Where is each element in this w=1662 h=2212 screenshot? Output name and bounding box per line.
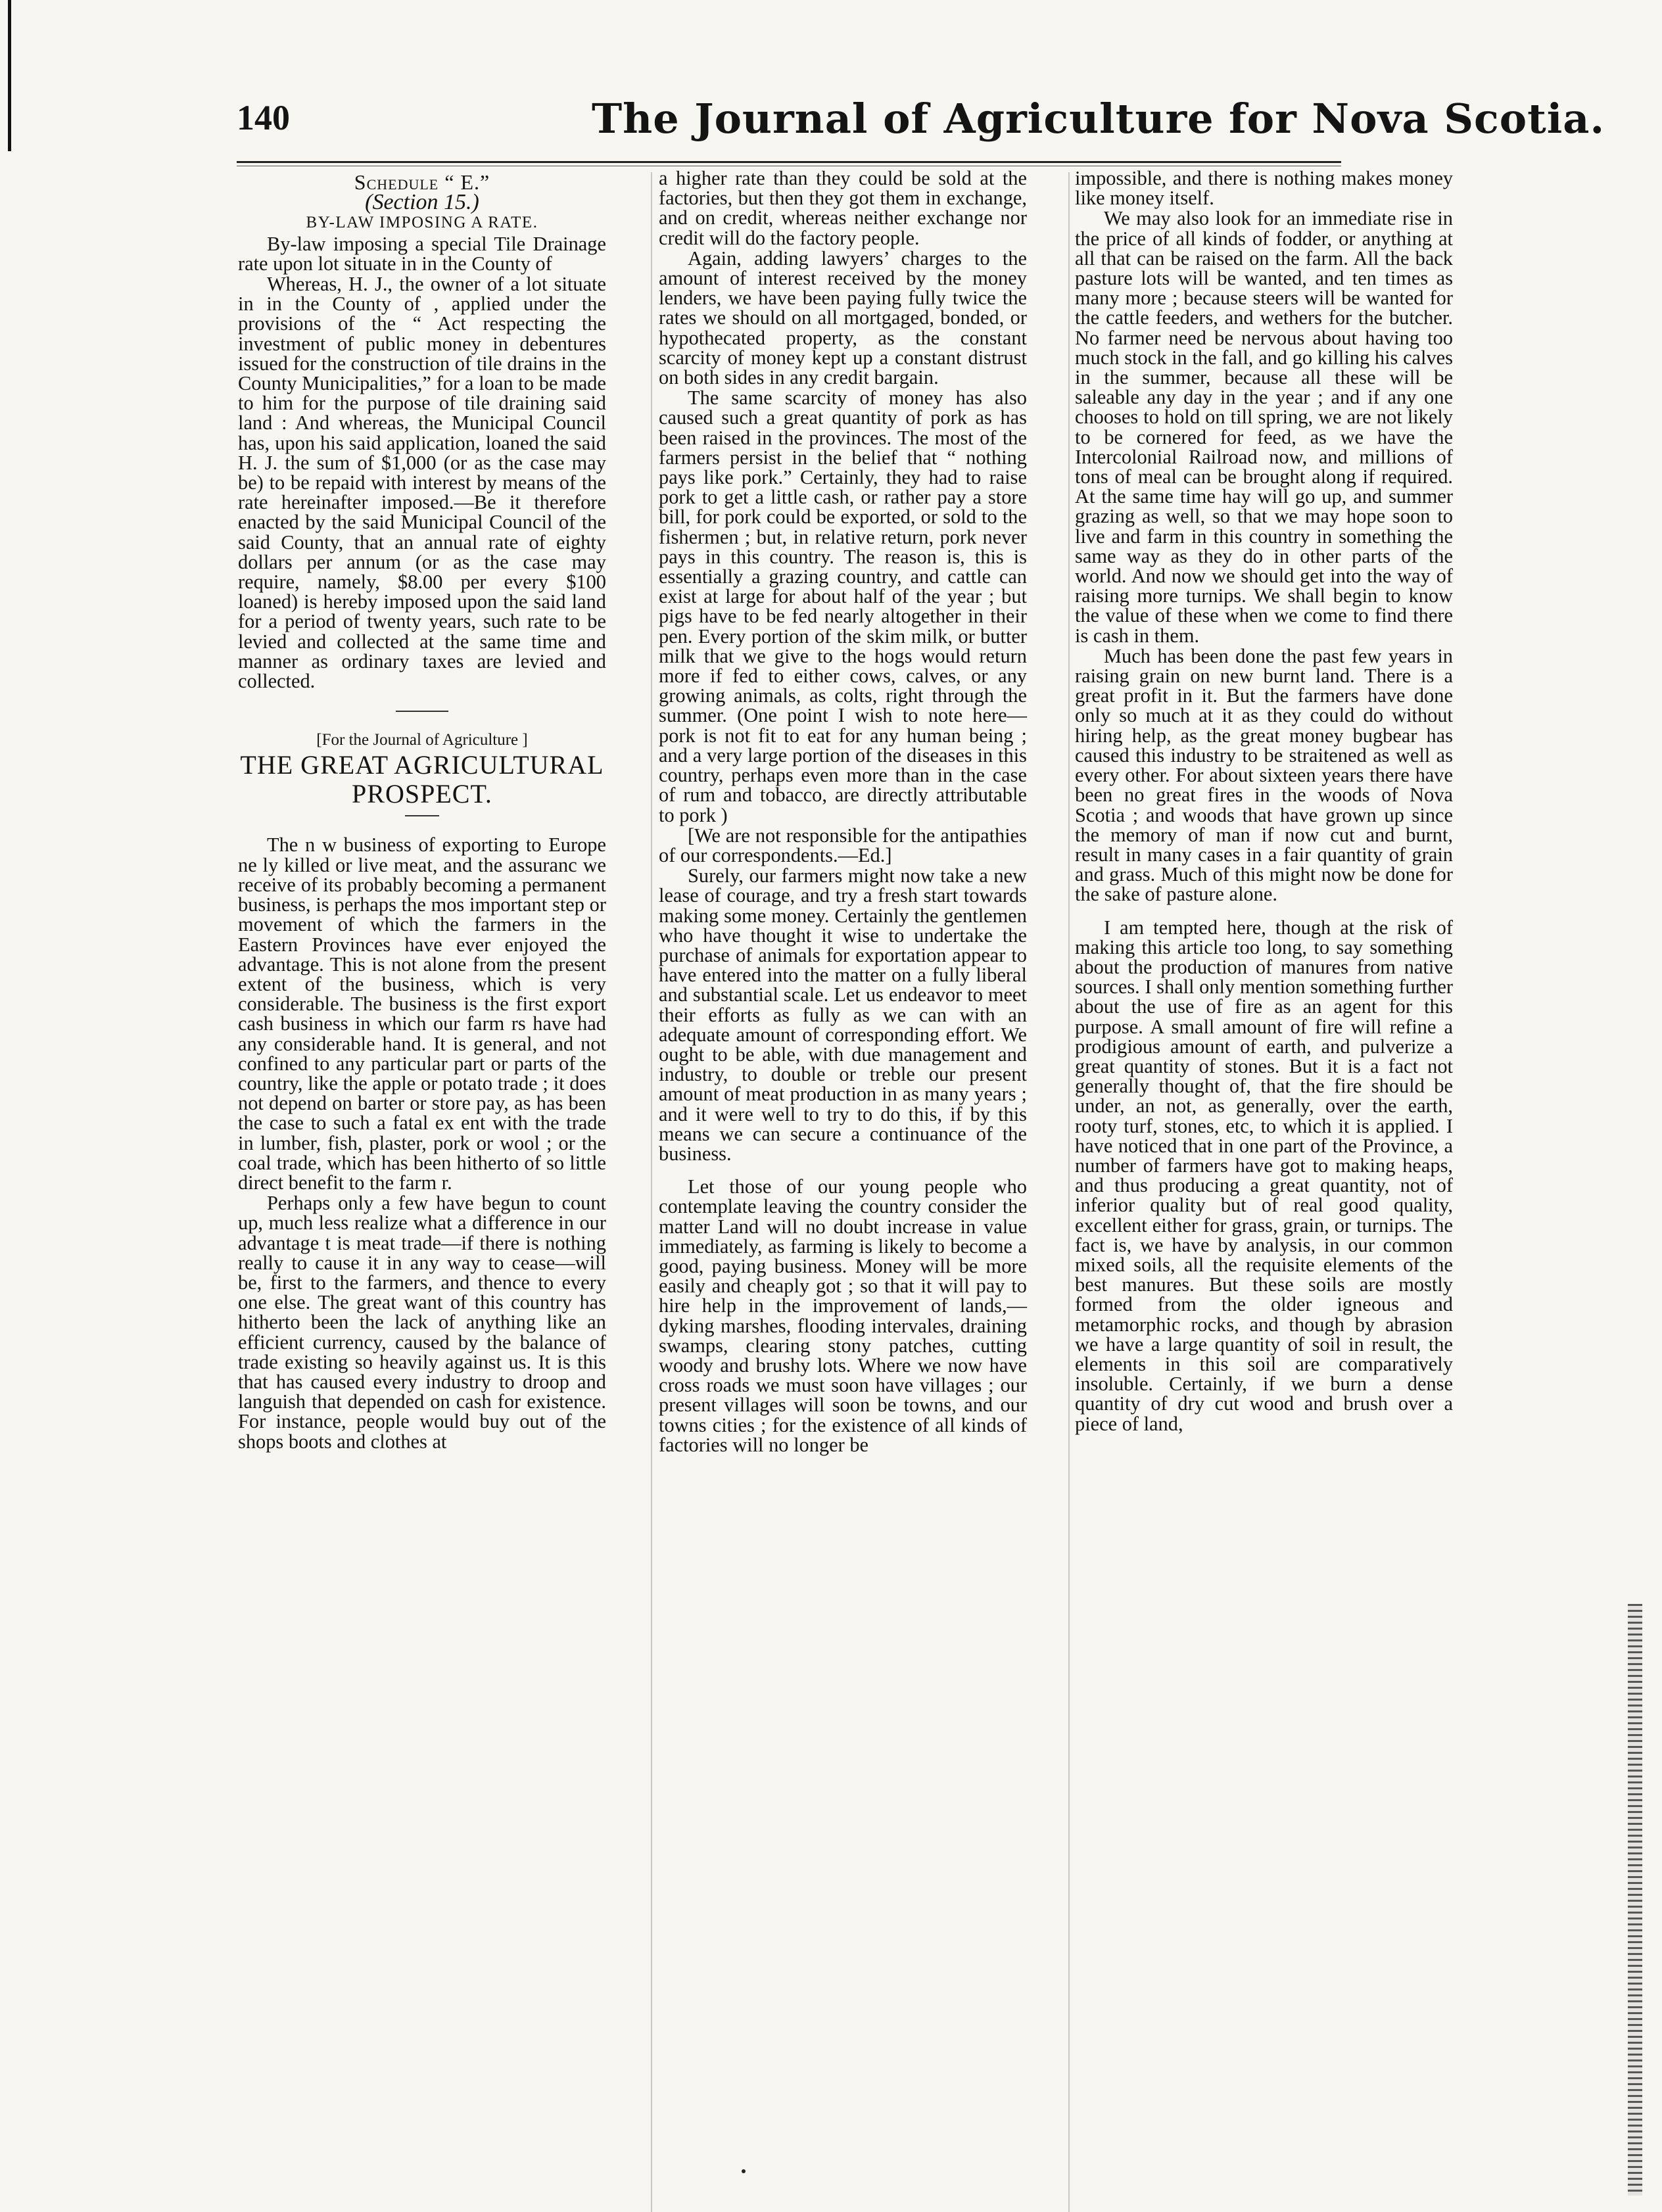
article-paragraph: Again, adding lawyers’ charges to the amount of interest received by the money lenders, we have been paying fully twice the rates we should on all mortgaged, bonded, or hypothecated property, as the constant scarcity of money kept up a constant distrust on both sides in any credit bargain. (659, 247, 1027, 389)
bylaw-paragraph: By-law imposing a special Tile Drainage rate upon lot situate in in the County of (238, 232, 606, 275)
column-2 (659, 168, 1027, 1455)
column-3 (1075, 168, 1453, 1434)
column-separator (651, 172, 652, 2212)
article-paragraph: I am tempted here, though at the risk of making this article too long, to say something about the production of manures from native sources. I shall only mention something further about the use of fire as an agent for this purpose. A small amount of fire will refine a prodigious amount of earth, and pulverize a great quantity of stones. But it is a fact not generally thought of, that the fire should be under, an not, as generally, over the earth, rooty turf, stones, etc, to which it is applied. I have noticed that in one part of the Province, a number of farmers have got to making heaps, and thus producing a great quantity, not of inferior quality but of real good quality, excellent either for grass, grain, or turnips. The fact is, we have by analysis, in our common mixed soils, all the requisite elements of the best manures. But these soils are mostly formed from the older igneous and metamorphic rocks, and though by abrasion we have a large quantity of soil in result, the elements in this soil are comparatively insoluble. Certainly, if we burn a dense quantity of dry cut wood and brush over a piece of land, (1075, 916, 1453, 1435)
article-paragraph: Let those of our young people who contemplate leaving the country consider the matter Land will no doubt increase in value immediately, as farming is likely to become a good, paying business. Money will be more easily and cheaply got ; so that it will pay to hire help in the improvement of lands,—dyking marshes, flooding intervales, draining swamps, clearing stony patches, cutting woody and brushy lots. Where we now have cross roads we must soon have villages ; our present villages will soon be towns, and our towns cities ; for the existence of all kinds of factories will no longer be (659, 1175, 1027, 1456)
article-paragraph: We may also look for an immediate rise in the price of all kinds of fodder, or anything at all that can be raised on the farm. All the back pasture lots will be wanted, and ten times as many more ; because steers will be wanted for the cattle feeders, and wethers for the butcher. No farmer need be nervous about having too much stock in the fall, and go killing his calves in the summer, because all these will be saleable any day in the year ; and if any one chooses to hold on till spring, we are not likely to be cornered for feed, as we have the Intercolonial Railroad now, and millions of tons of meal can be brought along if required. At the same time hay will go up, and summer grazing as well, so that we may hope soon to live and farm in this country in something the same way as they do in other parts of the world. And now we should get into the way of raising more turnips. We shall begin to know the value of these when we come to find there is cash in them. (1075, 207, 1453, 647)
column-1 (238, 172, 606, 1452)
schedule-heading: Schedule “ E.” (354, 170, 490, 194)
column-separator (1068, 172, 1070, 2212)
header-rule (237, 161, 1341, 163)
title-dash (405, 815, 439, 816)
article-paragraph: The n w business of exporting to Europe ne ly killed or live meat, and the assuranc we receive of its probably becoming a permanent business, is perhaps the mos important step or movement of which the farmers in the Eastern Provinces have ever enjoyed the advantage. This is not alone from the present extent of the business, which is very considerable. The business is the first export cash business in which our farm rs have had any considerable hand. It is general, and not confined to any particular part or parts of the country, like the apple or potato trade ; it does not depend on barter or store pay, as has been the case to such a fatal ex ent with the trade in lumber, fish, plaster, pork or wool ; or the coal trade, which has been hitherto of so little direct benefit to the farm r. (238, 834, 606, 1194)
article-attribution: [For the Journal of Agriculture ] (316, 731, 528, 749)
article-paragraph: Much has been done the past few years in raising grain on new burnt land. There is a great profit in it. But the farmers have done only so much at it as they could do without hiring help, as the great money bugbear has caused this industry to be straitened as well as every other. For about sixteen years there have been no great fires in the woods of Nova Scotia ; and woods that have grown up since the memory of man if now cut and burnt, result in many cases in a fair quantity of grain and grass. Much of this might now be done for the sake of pasture alone. (1075, 644, 1453, 906)
article-title: THE GREAT AGRICULTURAL PROSPECT. (240, 750, 604, 809)
running-title: The Journal of Agriculture for Nova Scotia. (592, 95, 1605, 143)
section-reference: (Section 15.) (365, 190, 479, 215)
page-edge-rule (8, 0, 11, 151)
bylaw-paragraph: Whereas, H. J., the owner of a lot situate in in the County of , applied under the provisions of the “ Act respecting the investment of public money in debentures issued for the construction of tile drains in the County Municipalities,” for a loan to be made to him for the purpose of tile draining said land : And whereas, the Municipal Council has, upon his said application, loaned the said H. J. the sum of $1,000 (or as the case may be) to be repaid with interest by means of the rate hereinafter imposed.—Be it therefore enacted by the said Municipal Council of the said County, that an annual rate of eighty dollars per annum (or as the case may require, namely, $8.00 per every $100 loaned) is hereby imposed upon the said land for a period of twenty years, such rate to be levied and collected at the same time and manner as ordinary taxes are levied and collected. (238, 273, 606, 693)
page-edge-damage (1628, 1604, 1642, 2196)
article-paragraph: Perhaps only a few have begun to count up, much less realize what a difference in our advantage t is meat trade—if there is nothing really to cause it in any way to cease—will be, first to the farmers, and thence to every one else. The great want of this country has hitherto been the lack of anything like an efficient currency, caused by the balance of trade existing so heavily against us. It is this that has caused every industry to droop and languish that depended on cash for existence. For instance, people would buy out of the shops boots and clothes at (238, 1192, 606, 1453)
bylaw-heading: BY-LAW IMPOSING A RATE. (306, 214, 538, 232)
article-paragraph: a higher rate than they could be sold at the factories, but then they got them in exchange, and on credit, whereas neither exchange nor credit will do the factory people. (659, 167, 1027, 249)
editor-note: [We are not responsible for the antipathies of our correspondents.—Ed.] (659, 824, 1027, 866)
ink-speck (742, 2169, 746, 2173)
page-number: 140 (237, 98, 290, 137)
page-header (237, 95, 1605, 156)
article-paragraph: Surely, our farmers might now take a new lease of courage, and try a fresh start towards making some money. Certainly the gentlemen who have thought it wise to undertake the purchase of animals for exportation appear to have entered into the matter on a fully liberal and substantial scale. Let us endeavor to meet their efforts as fully as we can with an adequate amount of corresponding effort. We ought to be able, with due management and industry, to double or treble our present amount of meat production in as many years ; and it were well to try to do this, if by this means we can secure a continuance of the business. (659, 864, 1027, 1165)
article-paragraph: The same scarcity of money has also caused such a great quantity of pork as has been raised in the provinces. The most of the farmers persist in the belief that “ nothing pays like pork.” Certainly, they had to raise pork to get a little cash, or rather pay a store bill, for pork could be exported, or sold to the fishermen ; but, in relative return, pork never pays in this country. The reason is, this is essentially a grazing country, and cattle can exist at large for about half of the year ; but pigs have to be fed nearly altogether in their pen. Every portion of the skim milk, or butter milk that we give to the hogs would return more if fed to either cows, calves, or any growing animals, as colts, right through the summer. (One point I wish to note here—pork is not fit to eat for any human being ; and a very large portion of the diseases in this country, perhaps even more than in the case of rum and tobacco, are directly attributable to pork ) (659, 387, 1027, 826)
article-paragraph: impossible, and there is nothing makes money like money itself. (1075, 167, 1453, 210)
section-divider (396, 711, 448, 712)
